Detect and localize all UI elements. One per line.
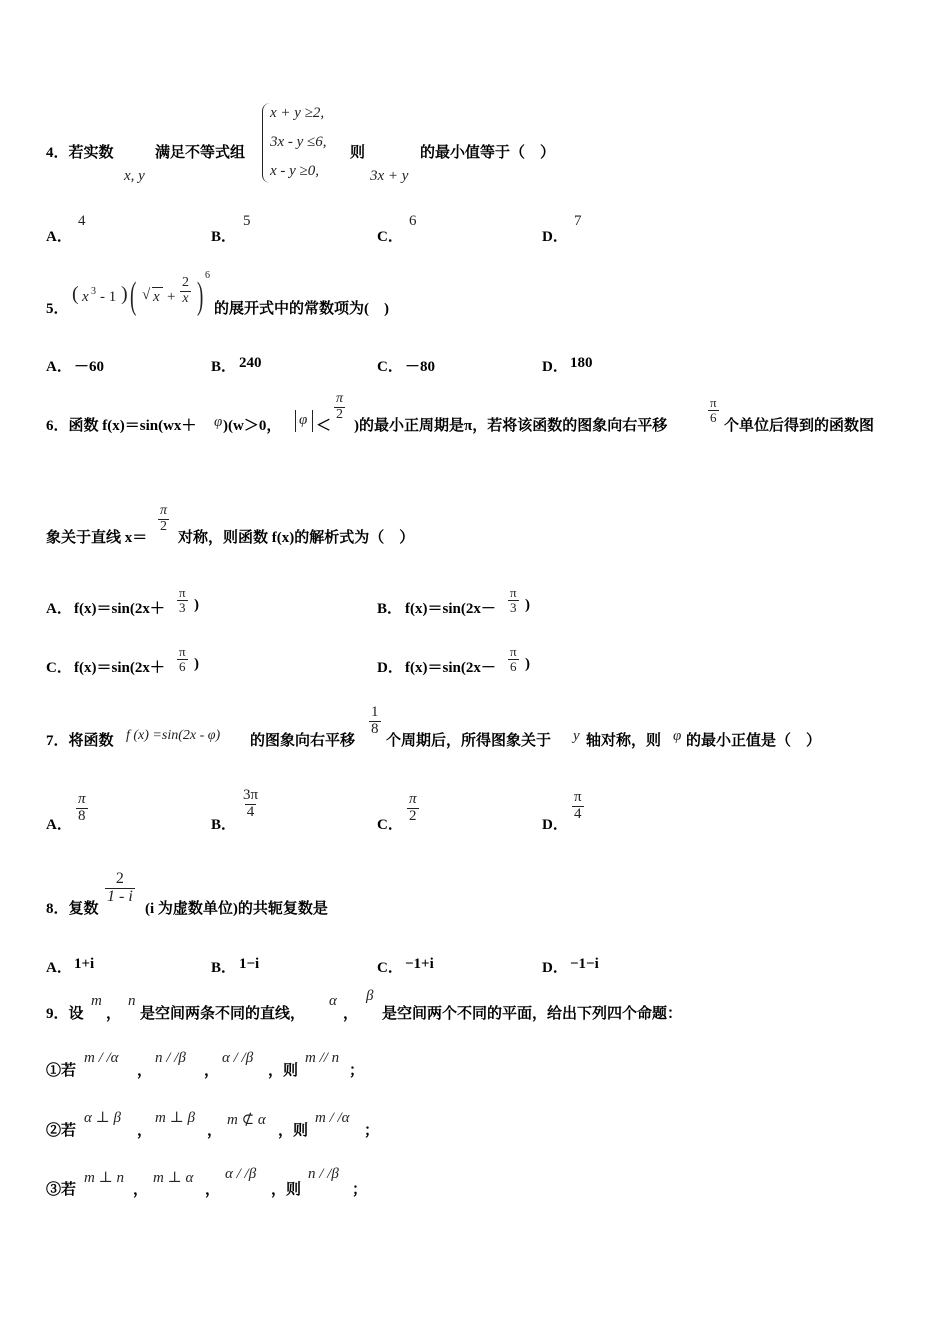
q6-text-a: 6．函数 f(x)＝sin(wx＋ bbox=[46, 418, 197, 434]
q9-p1-expr-1: m / /α bbox=[84, 1050, 119, 1066]
q6-option-c-key: C． bbox=[46, 660, 72, 676]
q8-option-d-key: D． bbox=[542, 960, 568, 976]
q9-p1-expr-3: α / /β bbox=[222, 1050, 254, 1066]
q8-option-a-key: A． bbox=[46, 960, 72, 976]
q9-p2-expr-4: m / /α bbox=[315, 1110, 350, 1126]
q9-p1-mark: ①若 bbox=[46, 1063, 77, 1079]
q7-text-g: 的最小正值是（ ） bbox=[686, 733, 822, 749]
q6-option-b-num: π bbox=[510, 585, 517, 600]
q6-fraction-pi-2-den: 2 bbox=[336, 406, 343, 422]
q9-text-b: 是空间两条不同的直线， bbox=[140, 1006, 306, 1022]
q7-option-b-den: 4 bbox=[246, 803, 255, 820]
q8-option-b-key: B． bbox=[211, 960, 237, 976]
q8-option-c-value: −1+i bbox=[405, 956, 434, 972]
q6-text-c: )的最小正周期是π，若将该函数的图象向右平移 bbox=[354, 418, 668, 434]
q9-p1-comma-2: ， bbox=[204, 1063, 220, 1079]
q6-option-d-den: 6 bbox=[510, 658, 517, 674]
q6-fraction-pi-2-num: π bbox=[336, 391, 344, 406]
q9-p2-comma-1: ， bbox=[137, 1123, 153, 1139]
q5-close-paren-2: ) bbox=[197, 275, 204, 317]
q4-vars: x, y bbox=[124, 168, 145, 184]
q6-fraction-line-den: 2 bbox=[160, 518, 167, 534]
q6-option-b-den: 3 bbox=[510, 599, 517, 615]
q7-fraction-den: 8 bbox=[371, 720, 379, 737]
q9-p1-expr-2: n / /β bbox=[155, 1050, 186, 1066]
q5-sqrt-bar bbox=[152, 287, 163, 288]
q5-sqrt-sign: √ bbox=[142, 287, 151, 303]
q9-p3-expr-4: n / /β bbox=[308, 1166, 339, 1182]
q6-option-b-fraction bbox=[508, 586, 519, 614]
q6-text-b: )(w＞0， bbox=[223, 418, 282, 434]
q6-fraction-pi-6-num: π bbox=[710, 395, 717, 410]
q5-fraction-num: 2 bbox=[182, 275, 189, 290]
q7-text-b: 的图象向右平移 bbox=[250, 733, 356, 749]
q8-option-d-value: −1−i bbox=[570, 956, 599, 972]
q5-option-d-value: 180 bbox=[570, 355, 593, 371]
q6-phi: φ bbox=[214, 414, 223, 430]
q6-option-c-text: f(x)＝sin(2x＋ bbox=[74, 660, 165, 676]
q6-option-a-num: π bbox=[179, 585, 186, 600]
q6-option-c-num: π bbox=[179, 644, 186, 659]
q6-option-d-text: f(x)＝sin(2x－ bbox=[405, 660, 496, 676]
q4-tail: 的最小值等于（ ） bbox=[420, 145, 556, 161]
q7-text-e: 轴对称，则 bbox=[586, 733, 662, 749]
q7-fraction-num: 1 bbox=[371, 704, 379, 720]
q9-p2-comma-2: ， bbox=[207, 1123, 223, 1139]
q4-ineq-3: x - y ≥0, bbox=[270, 163, 320, 179]
q5-label: 5． bbox=[46, 301, 69, 317]
q8-fraction-den: 1 - i bbox=[107, 887, 133, 905]
q5-open-paren-1: ( bbox=[72, 283, 79, 305]
q5-option-c-key: C． bbox=[377, 359, 403, 375]
q8-option-b-value: 1−i bbox=[239, 956, 260, 972]
q5-fraction bbox=[180, 276, 191, 306]
q6-text-d: 个单位后得到的函数图 bbox=[724, 418, 875, 434]
q9-p2-expr-3: m ⊄ α bbox=[227, 1112, 266, 1128]
q7-option-c-num: π bbox=[409, 791, 417, 807]
q9-text-c: 是空间两个不同的平面，给出下列四个命题： bbox=[382, 1006, 683, 1022]
q9-p3-then: ，则 bbox=[271, 1182, 302, 1198]
q9-sep-2: ， bbox=[343, 1006, 359, 1022]
q6-fraction-pi-2 bbox=[334, 392, 345, 422]
q7-text-c: 个周期后，所得图象关于 bbox=[386, 733, 552, 749]
q5-open-paren-2: ( bbox=[130, 275, 137, 317]
q4-option-c-key: C． bbox=[377, 229, 403, 245]
q4-option-b-key: B． bbox=[211, 229, 237, 245]
q4-option-a-key: A． bbox=[46, 229, 72, 245]
q5-x: x bbox=[153, 289, 160, 305]
q7-function: f (x) =sin(2x - φ) bbox=[126, 728, 221, 743]
q9-p1-then: ，则 bbox=[268, 1063, 299, 1079]
q9-p2-expr-1: α ⊥ β bbox=[84, 1110, 121, 1126]
q7-y: y bbox=[573, 728, 580, 744]
q7-phi: φ bbox=[673, 728, 682, 744]
q6-option-a-close: ) bbox=[194, 597, 199, 613]
q9-beta: β bbox=[366, 988, 374, 1004]
q6-option-a-text: f(x)＝sin(2x＋ bbox=[74, 601, 165, 617]
q6-option-b-text: f(x)＝sin(2x－ bbox=[405, 601, 496, 617]
q5-fraction-den: x bbox=[182, 290, 189, 306]
q6-text-e: 象关于直线 x＝ bbox=[46, 530, 148, 546]
q5-minus-one: - 1 bbox=[100, 289, 117, 305]
q6-option-d-close: ) bbox=[525, 656, 530, 672]
q9-p2-end: ； bbox=[364, 1123, 380, 1139]
q6-option-a-key: A． bbox=[46, 601, 72, 617]
q4-expr: 3x + y bbox=[370, 168, 409, 184]
q6-option-b-close: ) bbox=[525, 597, 530, 613]
q5-option-b-key: B． bbox=[211, 359, 237, 375]
q9-p2-then: ，则 bbox=[278, 1123, 309, 1139]
q7-option-d-fraction bbox=[572, 790, 584, 823]
q9-p1-end: ； bbox=[349, 1063, 365, 1079]
q6-option-a-den: 3 bbox=[179, 599, 186, 615]
q7-option-a-fraction bbox=[76, 792, 88, 825]
q4-ineq-2: 3x - y ≤6, bbox=[270, 134, 327, 150]
q9-p3-comma-2: ， bbox=[205, 1182, 221, 1198]
q6-option-d-fraction bbox=[508, 645, 519, 673]
q9-m: m bbox=[91, 993, 102, 1009]
q5-close-paren-1: ) bbox=[121, 283, 128, 305]
q9-p1-comma-1: ， bbox=[137, 1063, 153, 1079]
q5-tail: 的展开式中的常数项为( ) bbox=[214, 301, 389, 317]
q9-p3-expr-2: m ⊥ α bbox=[153, 1170, 194, 1186]
q9-text-a: 9．设 bbox=[46, 1006, 84, 1022]
q7-option-c-den: 2 bbox=[409, 807, 417, 824]
q8-text-a: 8．复数 bbox=[46, 901, 99, 917]
q6-option-c-den: 6 bbox=[179, 658, 186, 674]
q8-fraction bbox=[105, 871, 135, 906]
q8-text-b: (i 为虚数单位)的共轭复数是 bbox=[145, 901, 328, 917]
q6-option-d-key: D． bbox=[377, 660, 403, 676]
q5-option-a-key: A． bbox=[46, 359, 72, 375]
q4-ineq-1: x + y ≥2, bbox=[270, 105, 325, 121]
q6-fraction-line-num: π bbox=[160, 503, 168, 518]
q8-option-c-key: C． bbox=[377, 960, 403, 976]
q7-option-b-num: 3π bbox=[243, 787, 259, 803]
q9-p2-expr-2: m ⊥ β bbox=[155, 1110, 195, 1126]
q5-plus: + bbox=[167, 289, 176, 305]
q7-option-b-fraction bbox=[241, 788, 260, 821]
q9-sep-1: ， bbox=[106, 1006, 122, 1022]
q6-fraction-pi-6 bbox=[708, 396, 719, 424]
q4-option-a-value: 4 bbox=[78, 213, 86, 229]
q5-option-b-value: 240 bbox=[239, 355, 262, 371]
q9-p3-end: ； bbox=[352, 1182, 368, 1198]
q4-option-b-value: 5 bbox=[243, 213, 251, 229]
q6-abs-phi: φ bbox=[299, 412, 308, 428]
q9-n: n bbox=[128, 993, 136, 1009]
q8-fraction-num: 2 bbox=[115, 870, 124, 887]
q7-option-b-key: B． bbox=[211, 817, 237, 833]
q9-alpha: α bbox=[329, 993, 337, 1009]
q6-fraction-line bbox=[158, 504, 169, 534]
q6-fraction-pi-6-den: 6 bbox=[710, 409, 717, 425]
q7-option-d-num: π bbox=[574, 789, 582, 805]
q8-option-a-value: 1+i bbox=[74, 956, 95, 972]
q9-p3-expr-3: α / /β bbox=[225, 1166, 257, 1182]
q7-fraction-1-8 bbox=[369, 705, 381, 738]
q4-mid-text: 满足不等式组 bbox=[155, 145, 246, 161]
q9-p3-expr-1: m ⊥ n bbox=[84, 1170, 124, 1186]
q5-option-a-value: －60 bbox=[74, 359, 105, 375]
q5-exponent-3: 3 bbox=[91, 286, 96, 297]
q5-power-6: 6 bbox=[205, 270, 210, 281]
q9-p3-comma-1: ， bbox=[133, 1182, 149, 1198]
q6-text-f: 对称，则函数 f(x)的解析式为（ ） bbox=[178, 530, 415, 546]
q6-option-b-key: B． bbox=[377, 601, 403, 617]
q6-option-c-fraction bbox=[177, 645, 188, 673]
q9-p2-mark: ②若 bbox=[46, 1123, 77, 1139]
q7-option-d-key: D． bbox=[542, 817, 568, 833]
q7-option-a-key: A． bbox=[46, 817, 72, 833]
q7-option-d-den: 4 bbox=[574, 805, 582, 822]
q6-less-than: ＜ bbox=[316, 418, 332, 434]
q4-option-c-value: 6 bbox=[409, 213, 417, 229]
q4-then: 则 bbox=[350, 145, 366, 161]
q7-option-a-num: π bbox=[78, 791, 86, 807]
q5-x3: x bbox=[82, 289, 89, 305]
q7-option-c-key: C． bbox=[377, 817, 403, 833]
q4-option-d-value: 7 bbox=[574, 213, 582, 229]
q9-p3-mark: ③若 bbox=[46, 1182, 77, 1198]
q4-option-d-key: D． bbox=[542, 229, 568, 245]
q7-option-c-fraction bbox=[407, 792, 419, 825]
q6-option-a-fraction bbox=[177, 586, 188, 614]
q6-option-d-num: π bbox=[510, 644, 517, 659]
q7-option-a-den: 8 bbox=[78, 807, 86, 824]
q9-p1-expr-4: m // n bbox=[305, 1050, 340, 1066]
q4-label: 4．若实数 bbox=[46, 145, 114, 161]
q6-option-c-close: ) bbox=[194, 656, 199, 672]
q5-option-d-key: D． bbox=[542, 359, 568, 375]
q7-text-a: 7．将函数 bbox=[46, 733, 114, 749]
q5-option-c-value: －80 bbox=[405, 359, 436, 375]
